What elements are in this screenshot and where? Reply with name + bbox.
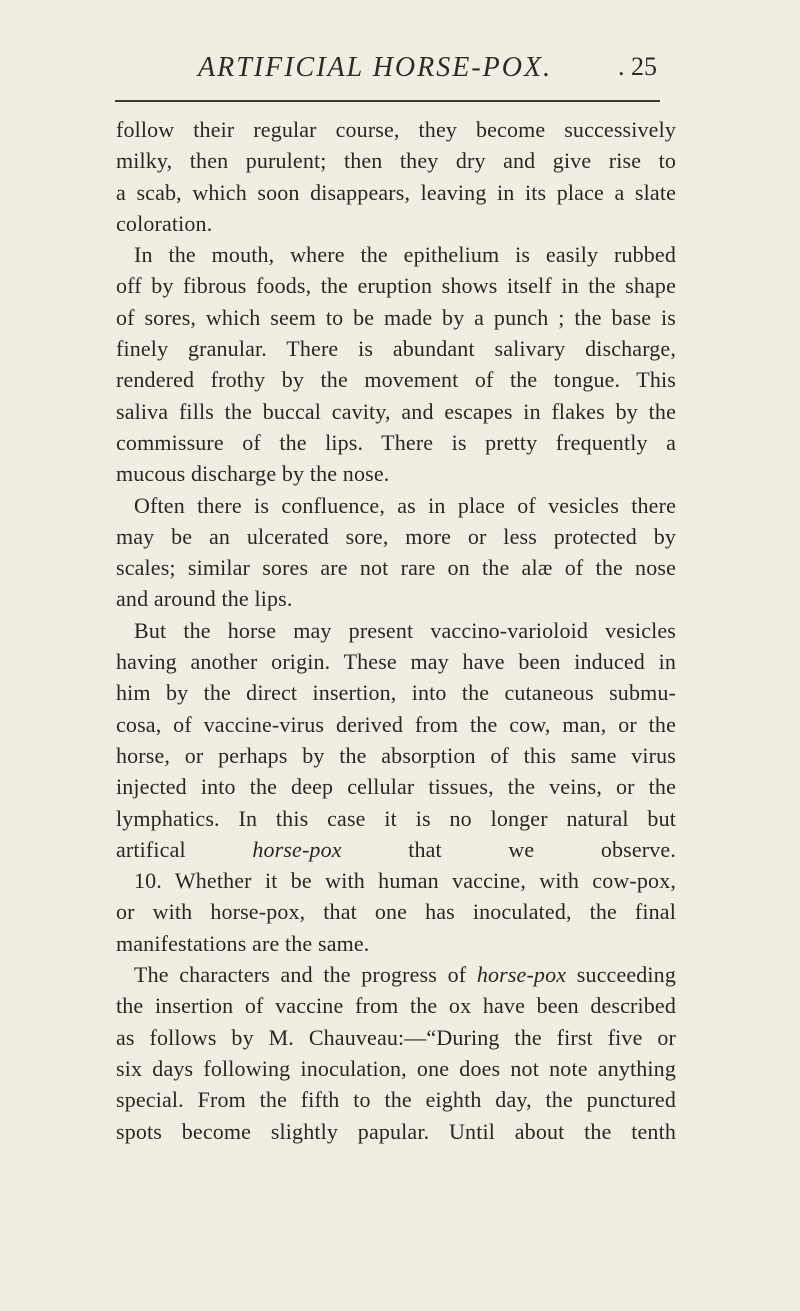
text-line: and around the lips. (116, 586, 293, 612)
text-line: or with horse-pox, that one has inoculated, the final (116, 899, 676, 925)
text-line: 10. Whether it be with human vaccine, with cow-pox, (134, 868, 676, 894)
text-line: commissure of the lips. There is pretty frequently a (116, 429, 676, 455)
text-line: injected into the deep cellular tissues, the veins, or the (116, 774, 676, 800)
header-rule (115, 100, 660, 102)
text-line: lymphatics. In this case it is no longer natural but (116, 805, 676, 831)
text-segment: artifical (116, 836, 253, 862)
text-line: coloration. (116, 210, 213, 236)
text-line: mucous discharge by the nose. (116, 461, 390, 487)
text-line: follow their regular course, they become successively (116, 117, 676, 142)
text-line: the insertion of vaccine from the ox have been described (116, 993, 676, 1019)
text-line: scales; similar sores are not rare on the alæ of the nose (116, 555, 676, 581)
text-segment: succeeding (566, 962, 676, 988)
text-line: six days following inoculation, one does not note anything (116, 1055, 676, 1081)
text-line: spots become slightly papular. Until about the tenth (116, 1118, 676, 1144)
text-line: having another origin. These may have been induced in (116, 649, 676, 675)
text-line: finely granular. There is abundant salivary discharge, (116, 336, 676, 362)
text-line: him by the direct insertion, into the cutaneous submu- (116, 680, 676, 706)
text-line: as follows by M. Chauveau:—“During the first five or (116, 1024, 676, 1050)
text-line: But the horse may present vaccino-varioloid vesicles (134, 617, 676, 643)
text-line: saliva fills the buccal cavity, and escapes in flakes by the (116, 398, 676, 424)
text-segment: that we observe. (341, 836, 676, 862)
running-head (0, 52, 800, 92)
page-number: . 25 (618, 52, 657, 81)
text-line: rendered frothy by the movement of the tongue. This (116, 367, 676, 393)
text-line (116, 959, 676, 990)
text-line: off by fibrous foods, the eruption shows itself in the shape (116, 273, 676, 299)
running-head-title: ARTIFICIAL HORSE-POX. (198, 52, 553, 83)
italic-term: horse-pox (476, 962, 567, 988)
text-segment: The characters and the progress of (134, 962, 477, 988)
text-line: Often there is confluence, as in place of vesicles there (134, 492, 676, 518)
italic-term: horse-pox (252, 836, 342, 862)
text-line: In the mouth, where the epithelium is easily rubbed (134, 242, 676, 268)
text-line: milky, then purulent; then they dry and give rise to (116, 148, 676, 174)
text-line: a scab, which soon disappears, leaving in its place a slate (116, 179, 676, 205)
body-text (116, 114, 676, 1147)
text-line (116, 834, 676, 865)
text-line: of sores, which seem to be made by a punch ; the base is (116, 304, 676, 330)
text-line: horse, or perhaps by the absorption of this same virus (116, 742, 676, 768)
text-line: manifestations are the same. (116, 930, 370, 956)
text-line: cosa, of vaccine-virus derived from the cow, man, or the (116, 711, 676, 737)
text-line: special. From the fifth to the eighth day, the punctured (116, 1087, 676, 1113)
text-line: may be an ulcerated sore, more or less protected by (116, 523, 676, 549)
